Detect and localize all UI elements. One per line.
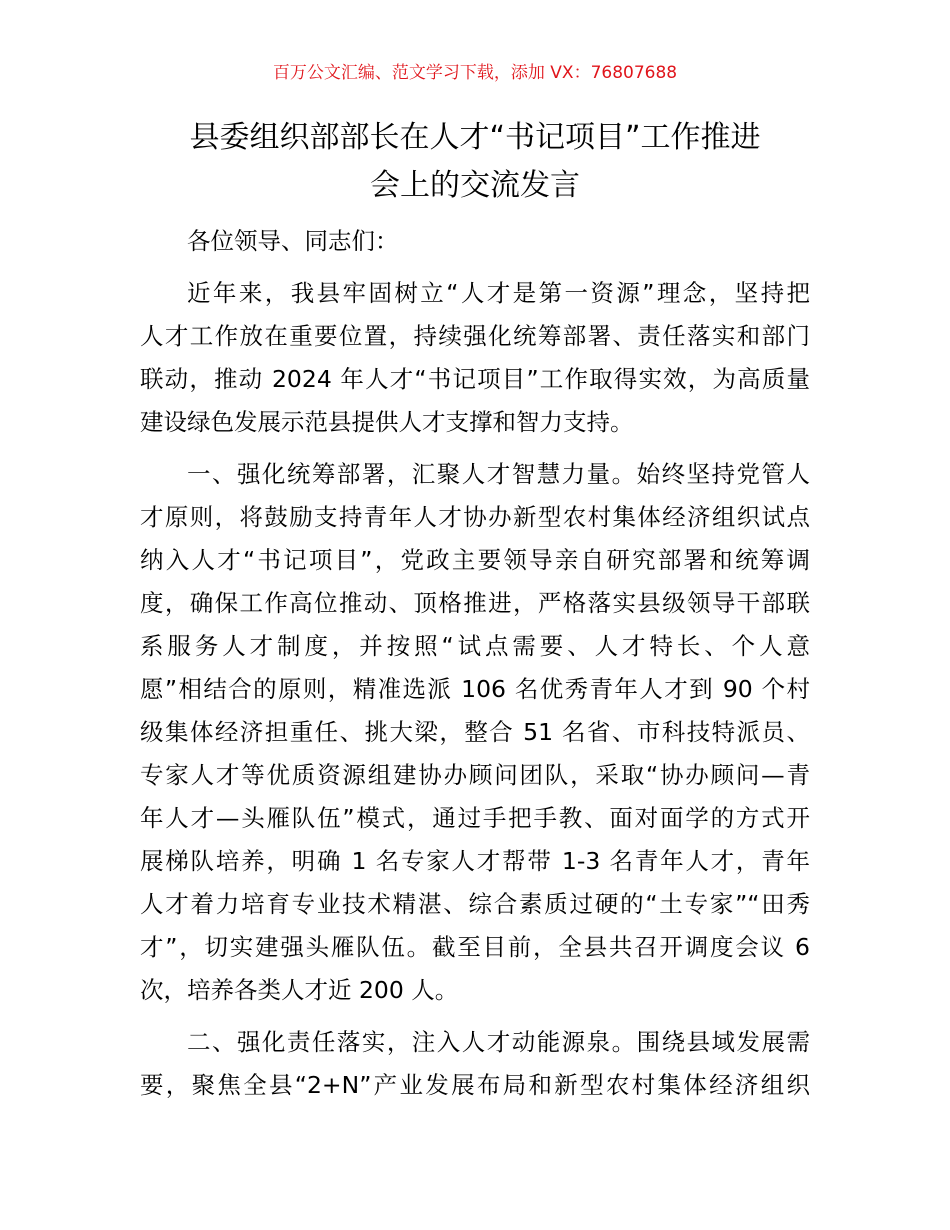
text-line: 近年来，我县牢固树立“人才是第一资源”理念，坚持把: [187, 279, 810, 307]
text-line: 一、强化统筹部署，汇聚人才智慧力量。始终坚持党管人: [187, 460, 810, 488]
text-line: 愿”相结合的原则，精准选派 106 名优秀青年人才到 90 个村: [140, 675, 810, 703]
paragraph: [140, 453, 810, 1012]
text-line: 展梯队培养，明确 1 名专家人才帮带 1-3 名青年人才，青年: [140, 847, 810, 875]
text-line: 建设绿色发展示范县提供人才支撑和智力支持。: [140, 408, 634, 436]
paragraph: [140, 272, 810, 444]
text-line: 才”，切实建强头雁队伍。截至目前，全县共召开调度会议 6: [140, 933, 810, 961]
paragraph: [140, 220, 810, 263]
watermark-banner: 百万公文汇编、范文学习下载，添加 VX：76807688: [272, 63, 678, 83]
text-line: 次，培养各类人才近 200 人。: [140, 976, 459, 1004]
paragraph: [140, 1021, 810, 1107]
document-body: [140, 220, 810, 1116]
text-line: 各位领导、同志们：: [187, 227, 399, 255]
text-line: 人才工作放在重要位置，持续强化统筹部署、责任落实和部门: [140, 322, 810, 350]
text-line: 系服务人才制度，并按照“试点需要、人才特长、个人意: [140, 632, 810, 660]
document-title-line-1: 县委组织部部长在人才“书记项目”工作推进: [189, 120, 761, 155]
text-line: 纳入人才“书记项目”，党政主要领导亲自研究部署和统筹调: [140, 546, 810, 574]
text-line: 专家人才等优质资源组建协办顾问团队，采取“协办顾问—青: [140, 761, 810, 789]
text-line: 年人才—头雁队伍”模式，通过手把手教、面对面学的方式开: [140, 804, 810, 832]
text-line: 才原则，将鼓励支持青年人才协办新型农村集体经济组织试点: [140, 503, 810, 531]
text-line: 联动，推动 2024 年人才“书记项目”工作取得实效，为高质量: [140, 365, 810, 393]
text-line: 级集体经济担重任、挑大梁，整合 51 名省、市科技特派员、: [140, 718, 810, 746]
text-line: 人才着力培育专业技术精湛、综合素质过硬的“土专家”“田秀: [140, 890, 810, 918]
text-line: 要，聚焦全县“2+N”产业发展布局和新型农村集体经济组织: [140, 1071, 810, 1099]
document-title-line-2: 会上的交流发言: [370, 168, 580, 203]
text-line: 度，确保工作高位推动、顶格推进，严格落实县级领导干部联: [140, 589, 810, 617]
text-line: 二、强化责任落实，注入人才动能源泉。围绕县域发展需: [187, 1028, 810, 1056]
